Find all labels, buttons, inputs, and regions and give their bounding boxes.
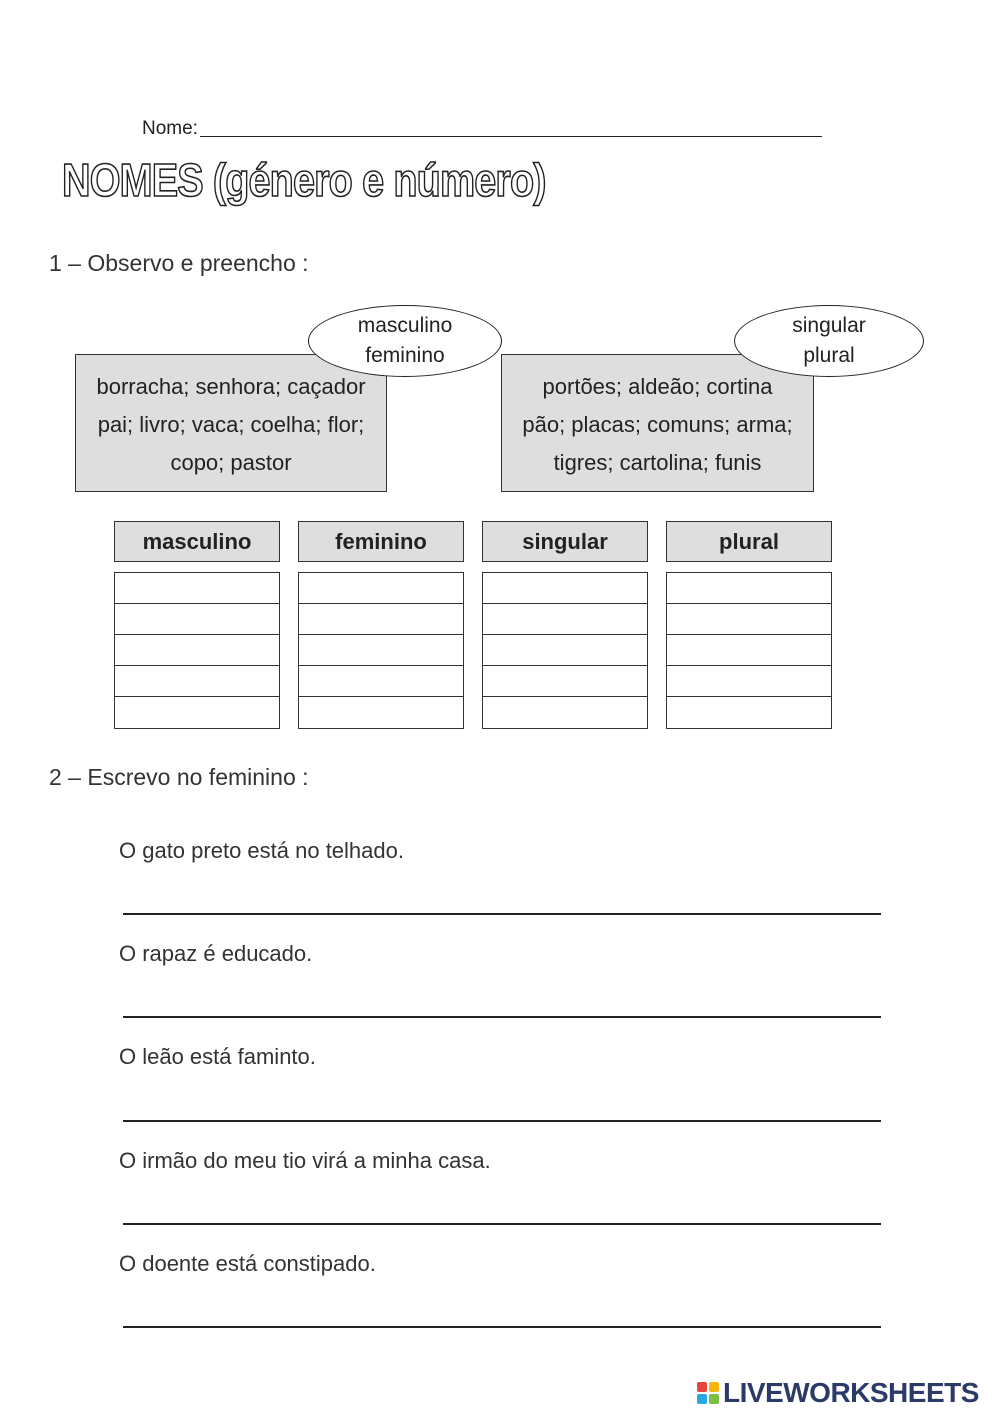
answer-cell[interactable] bbox=[115, 604, 279, 635]
answer-cell[interactable] bbox=[115, 697, 279, 728]
name-field-row bbox=[142, 118, 822, 140]
worksheet-title: NOMES (género e número) bbox=[62, 154, 546, 206]
answer-line[interactable] bbox=[123, 1016, 881, 1018]
answer-line[interactable] bbox=[123, 1120, 881, 1122]
column-header-feminino: feminino bbox=[298, 521, 464, 562]
answer-cell[interactable] bbox=[299, 573, 463, 604]
column-header-plural: plural bbox=[666, 521, 832, 562]
answer-cell[interactable] bbox=[299, 697, 463, 728]
name-input-line[interactable] bbox=[200, 136, 822, 137]
word-box-gender bbox=[75, 354, 387, 492]
answer-line[interactable] bbox=[123, 1223, 881, 1225]
sentence-prompt: O leão está faminto. bbox=[119, 1044, 316, 1069]
sentence-prompt: O irmão do meu tio virá a minha casa. bbox=[119, 1148, 491, 1173]
word-line: copo; pastor bbox=[170, 450, 292, 475]
answer-cell[interactable] bbox=[483, 666, 647, 697]
answer-column-singular bbox=[482, 572, 648, 729]
logo-text: LIVEWORKSHEETS bbox=[723, 1377, 979, 1408]
word-line: pai; livro; vaca; coelha; flor; bbox=[97, 412, 365, 437]
liveworksheets-logo bbox=[697, 1377, 979, 1409]
sentence-prompt: O gato preto está no telhado. bbox=[119, 838, 404, 863]
bubble-line: plural bbox=[803, 344, 855, 367]
answer-cell[interactable] bbox=[299, 604, 463, 635]
answer-cell[interactable] bbox=[667, 635, 831, 666]
word-line: portões; aldeão; cortina bbox=[542, 374, 773, 399]
answer-column-plural bbox=[666, 572, 832, 729]
answer-cell[interactable] bbox=[667, 573, 831, 604]
bubble-line: feminino bbox=[365, 344, 445, 367]
answer-cell[interactable] bbox=[667, 697, 831, 728]
bubble-line: singular bbox=[792, 314, 866, 337]
bubble-number bbox=[734, 305, 924, 377]
sentence-prompt: O rapaz é educado. bbox=[119, 941, 313, 966]
answer-cell[interactable] bbox=[483, 697, 647, 728]
sentence-prompt: O doente está constipado. bbox=[119, 1251, 376, 1276]
answer-cell[interactable] bbox=[115, 635, 279, 666]
answer-cell[interactable] bbox=[299, 666, 463, 697]
exercise-1-heading: 1 – Observo e preencho : bbox=[49, 250, 309, 276]
answer-cell[interactable] bbox=[667, 666, 831, 697]
answer-column-masculino bbox=[114, 572, 280, 729]
answer-line[interactable] bbox=[123, 1326, 881, 1328]
word-line: borracha; senhora; caçador bbox=[96, 374, 366, 399]
answer-cell[interactable] bbox=[115, 666, 279, 697]
bubble-line: masculino bbox=[357, 314, 453, 337]
logo-blocks-icon bbox=[697, 1382, 719, 1404]
bubble-gender bbox=[308, 305, 502, 377]
answer-line[interactable] bbox=[123, 913, 881, 915]
column-header-masculino: masculino bbox=[114, 521, 280, 562]
word-box-number bbox=[501, 354, 814, 492]
exercise-2-heading: 2 – Escrevo no feminino : bbox=[49, 764, 309, 790]
answer-cell[interactable] bbox=[299, 635, 463, 666]
answer-column-feminino bbox=[298, 572, 464, 729]
word-line: pão; placas; comuns; arma; bbox=[522, 412, 793, 437]
column-header-singular: singular bbox=[482, 521, 648, 562]
answer-cell[interactable] bbox=[483, 635, 647, 666]
name-label: Nome: bbox=[142, 118, 198, 139]
answer-cell[interactable] bbox=[483, 573, 647, 604]
answer-cell[interactable] bbox=[115, 573, 279, 604]
answer-cell[interactable] bbox=[483, 604, 647, 635]
answer-cell[interactable] bbox=[667, 604, 831, 635]
word-line: tigres; cartolina; funis bbox=[553, 450, 762, 475]
